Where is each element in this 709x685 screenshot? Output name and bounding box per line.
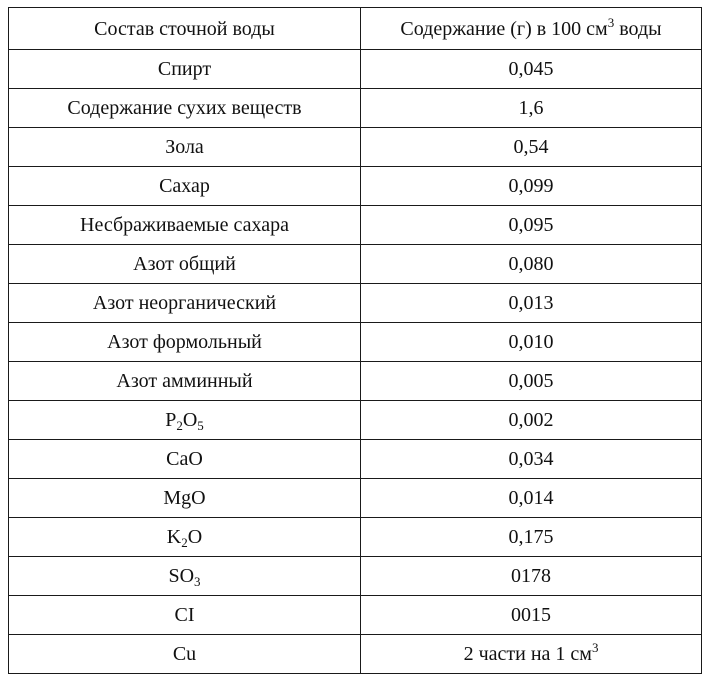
row-name <box>9 401 361 440</box>
formula-part: SO <box>168 565 195 587</box>
wastewater-composition-table <box>8 7 702 674</box>
table-row <box>9 206 702 245</box>
row-name <box>9 557 361 596</box>
table-row <box>9 50 702 89</box>
row-value: 0,013 <box>361 284 702 323</box>
value-sup: 3 <box>591 640 599 655</box>
table-row <box>9 323 702 362</box>
table-row <box>9 518 702 557</box>
row-name: CaO <box>9 440 361 479</box>
row-value: 0,175 <box>361 518 702 557</box>
row-name: Азот формольный <box>9 323 361 362</box>
table-row <box>9 635 702 674</box>
row-value: 0,080 <box>361 245 702 284</box>
table-row <box>9 128 702 167</box>
row-name: Спирт <box>9 50 361 89</box>
formula-part: P <box>165 409 177 431</box>
row-value <box>361 635 702 674</box>
row-name: Cu <box>9 635 361 674</box>
row-name: Сахар <box>9 167 361 206</box>
header-content-suffix: воды <box>614 17 662 40</box>
table-row <box>9 284 702 323</box>
formula-part: O <box>182 409 198 431</box>
formula-part: O <box>187 526 203 548</box>
row-name: Азот неорганический <box>9 284 361 323</box>
row-name: Содержание сухих веществ <box>9 89 361 128</box>
row-value: 0,54 <box>361 128 702 167</box>
formula-subscript: 5 <box>197 418 204 433</box>
header-content-sup: 3 <box>607 14 615 30</box>
value-prefix: 2 части на 1 см <box>463 643 592 665</box>
table-row <box>9 401 702 440</box>
table-row <box>9 89 702 128</box>
row-value: 0,005 <box>361 362 702 401</box>
row-value: 0015 <box>361 596 702 635</box>
table-row <box>9 362 702 401</box>
table-row <box>9 557 702 596</box>
formula-part: K <box>166 526 182 548</box>
row-name: Несбраживаемые сахара <box>9 206 361 245</box>
row-value: 0,045 <box>361 50 702 89</box>
table-container <box>8 7 701 674</box>
formula-subscript: 2 <box>176 418 183 433</box>
row-value: 0,010 <box>361 323 702 362</box>
row-value: 0178 <box>361 557 702 596</box>
row-name: Азот общий <box>9 245 361 284</box>
row-value: 0,002 <box>361 401 702 440</box>
table-row <box>9 167 702 206</box>
table-row <box>9 245 702 284</box>
table-row <box>9 479 702 518</box>
row-name: MgO <box>9 479 361 518</box>
header-content-prefix: Содержание (г) в 100 см <box>400 17 608 40</box>
row-name <box>9 518 361 557</box>
row-name: CI <box>9 596 361 635</box>
row-value: 1,6 <box>361 89 702 128</box>
row-name: Азот амминный <box>9 362 361 401</box>
header-composition: Состав сточной воды <box>9 8 361 50</box>
formula-subscript: 2 <box>181 535 188 550</box>
row-value: 0,099 <box>361 167 702 206</box>
table-row <box>9 596 702 635</box>
row-value: 0,095 <box>361 206 702 245</box>
formula-subscript: 3 <box>194 574 201 589</box>
table-row <box>9 440 702 479</box>
row-value: 0,034 <box>361 440 702 479</box>
row-value: 0,014 <box>361 479 702 518</box>
header-row <box>9 8 702 50</box>
header-content <box>361 8 702 50</box>
row-name: Зола <box>9 128 361 167</box>
